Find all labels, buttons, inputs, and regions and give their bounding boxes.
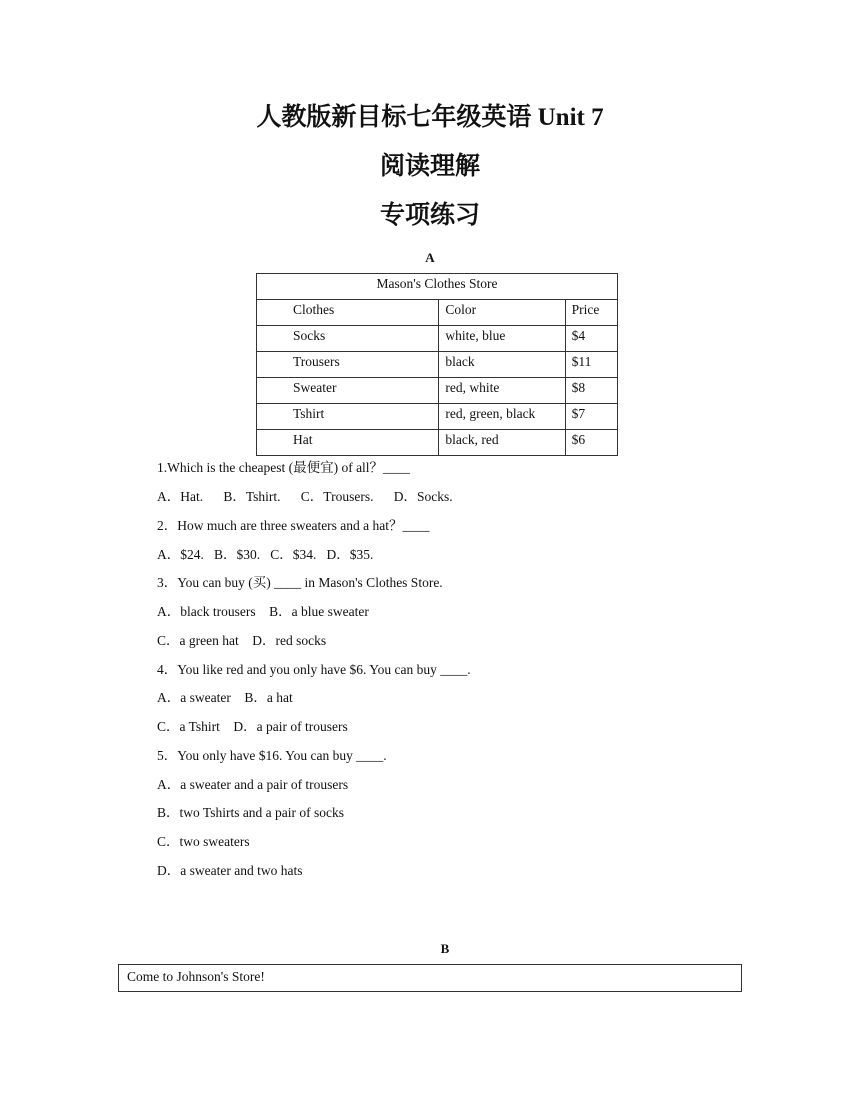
table-cell: Hat: [257, 430, 439, 456]
question-5-option-c: C．two sweaters: [157, 834, 250, 849]
document-title: 人教版新目标七年级英语 Unit 7: [256, 104, 604, 131]
table-header-cell: Price: [565, 300, 617, 326]
table-cell: Sweater: [257, 378, 439, 404]
store-price-table: [256, 273, 618, 456]
question-4-options-ab: A．a sweater B．a hat: [157, 690, 293, 705]
section-b-label: B: [440, 941, 450, 956]
question-5: 5．You only have $16. You can buy ____.: [157, 748, 387, 763]
question-3: 3．You can buy (买) ____ in Mason's Clothes Store.: [157, 575, 443, 590]
table-cell: $8: [565, 378, 617, 404]
table-cell: $6: [565, 430, 617, 456]
table-cell: $4: [565, 326, 617, 352]
table-caption-row: [257, 274, 618, 300]
question-5-option-b: B．two Tshirts and a pair of socks: [157, 805, 345, 820]
document-subtitle-reading: 阅读理解: [379, 153, 480, 180]
question-5-option-d: D．a sweater and two hats: [157, 863, 303, 878]
question-1: 1.Which is the cheapest (最便宜) of all？____: [157, 460, 411, 475]
table-cell: red, white: [439, 378, 565, 404]
table-cell: red, green, black: [439, 404, 565, 430]
question-1-options: A．Hat. B．Tshirt. C．Trousers. D．Socks.: [157, 489, 453, 504]
question-3-options-ab: A．black trousers B．a blue sweater: [157, 604, 369, 619]
table-cell: white, blue: [439, 326, 565, 352]
table-row: [257, 326, 618, 352]
table-row: [257, 352, 618, 378]
table-row: [257, 404, 618, 430]
table-header-row: [257, 300, 618, 326]
table-cell: black, red: [439, 430, 565, 456]
table-header-cell: Color: [439, 300, 565, 326]
section-b-box-text: Come to Johnson's Store!: [127, 969, 265, 984]
question-3-options-cd: C．a green hat D．red socks: [157, 633, 327, 648]
question-4-options-cd: C．a Tshirt D．a pair of trousers: [157, 719, 348, 734]
question-5-option-a: A．a sweater and a pair of trousers: [157, 777, 349, 792]
document-subtitle-practice: 专项练习: [379, 202, 480, 229]
table-cell: $7: [565, 404, 617, 430]
table-header-cell: Clothes: [257, 300, 439, 326]
table-row: [257, 430, 618, 456]
table-cell: Socks: [257, 326, 439, 352]
table-cell: Trousers: [257, 352, 439, 378]
question-4: 4．You like red and you only have $6. You can buy ____.: [157, 662, 471, 677]
question-2: 2．How much are three sweaters and a hat？____: [157, 518, 430, 533]
section-a-label: A: [425, 250, 435, 265]
table-row: [257, 378, 618, 404]
table-cell: Tshirt: [257, 404, 439, 430]
table-cell: black: [439, 352, 565, 378]
table-caption: Mason's Clothes Store: [257, 274, 618, 300]
question-2-options: A．$24. B．$30. C．$34. D．$35.: [157, 547, 374, 562]
section-b-box: [118, 964, 742, 992]
table-cell: $11: [565, 352, 617, 378]
